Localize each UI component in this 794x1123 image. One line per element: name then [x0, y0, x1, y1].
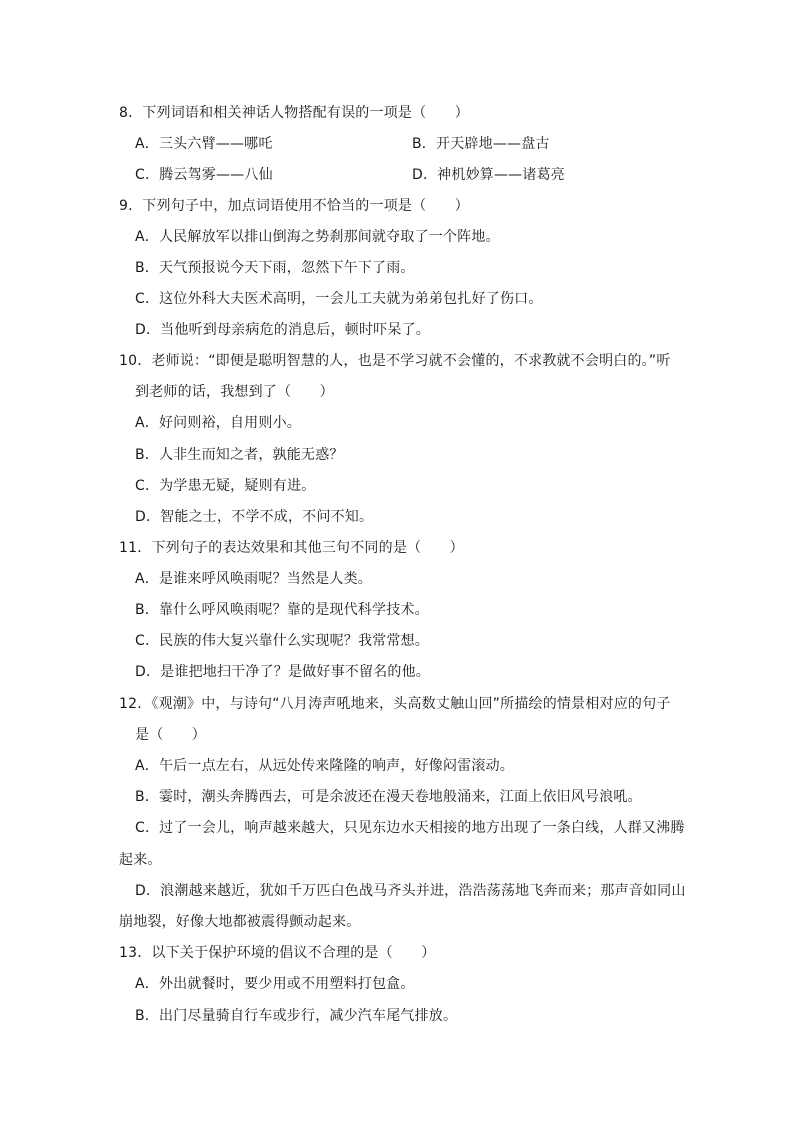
question-11-stem: 11．下列句子的表达效果和其他三句不同的是（ ）: [119, 540, 464, 556]
question-8-option-d: D．神机妙算——诸葛亮: [412, 167, 565, 183]
question-8-option-c: C．腾云驾雾——八仙: [135, 167, 273, 183]
question-12-stem-line-2: 是（ ）: [135, 727, 206, 743]
question-13-option-a: A．外出就餐时，要少用或不用塑料打包盒。: [135, 976, 415, 992]
question-9-option-d: D．当他听到母亲病危的消息后，顿时吓呆了。: [135, 322, 430, 338]
question-12-option-a: A．午后一点左右，从远处传来隆隆的响声，好像闷雷滚动。: [135, 758, 514, 774]
question-11-option-b: B．靠什么呼风唤雨呢？靠的是现代科学技术。: [135, 602, 429, 618]
question-10-option-d: D．智能之士，不学不成，不问不知。: [135, 509, 374, 525]
question-9-option-c: C．这位外科大夫医术高明，一会儿工夫就为弟弟包扎好了伤口。: [135, 291, 543, 307]
question-10-option-c: C．为学患无疑，疑则有进。: [135, 478, 316, 494]
question-9-option-b: B．天气预报说今天下雨，忽然下午下了雨。: [135, 260, 415, 276]
question-13-option-b: B．出门尽量骑自行车或步行，减少汽车尾气排放。: [135, 1008, 458, 1024]
question-8-option-a: A．三头六臂——哪吒: [135, 136, 273, 152]
question-8-option-b: B．开天辟地——盘古: [412, 136, 550, 152]
question-10-option-b: B．人非生而知之者，孰能无惑？: [135, 447, 344, 463]
question-11-option-a: A．是谁来呼风唤雨呢？当然是人类。: [135, 571, 372, 587]
question-12-option-c-line-1: C．过了一会儿，响声越来越大，只见东边水天相接的地方出现了一条白线，人群又沸腾: [135, 820, 685, 836]
question-8-stem: 8．下列词语和相关神话人物搭配有误的一项是（ ）: [119, 105, 469, 121]
question-13-stem: 13．以下关于保护环境的倡议不合理的是（ ）: [119, 945, 436, 961]
question-9-stem: 9．下列句子中，加点词语使用不恰当的一项是（ ）: [119, 198, 469, 214]
question-10-stem-line-1: 10．老师说：“即便是聪明智慧的人，也是不学习就不会懂的，不求教就不会明白的。”听: [119, 353, 671, 369]
question-11-option-c: C．民族的伟大复兴靠什么实现呢？我常常想。: [135, 633, 429, 649]
question-10-option-a: A．好问则裕，自用则小。: [135, 415, 301, 431]
question-12-option-d-line-2: 崩地裂，好像大地都被震得颤动起来。: [119, 914, 361, 930]
question-12-option-b: B．霎时，潮头奔腾西去，可是余波还在漫天卷地般涌来，江面上依旧风号浪吼。: [135, 789, 642, 805]
question-12-option-c-line-2: 起来。: [119, 852, 162, 868]
question-12-option-d-line-1: D．浪潮越来越近，犹如千万匹白色战马齐头并进，浩浩荡荡地飞奔而来；那声音如同山: [135, 883, 686, 899]
question-11-option-d: D．是谁把地扫干净了？是做好事不留名的他。: [135, 664, 430, 680]
question-12-stem-line-1: 12．《观潮》中，与诗句“八月涛声吼地来，头高数丈触山回”所描绘的情景相对应的句子: [119, 696, 671, 712]
question-9-option-a: A．人民解放军以排山倒海之势刹那间就夺取了一个阵地。: [135, 229, 500, 245]
question-10-stem-line-2: 到老师的话，我想到了（ ）: [135, 384, 334, 400]
